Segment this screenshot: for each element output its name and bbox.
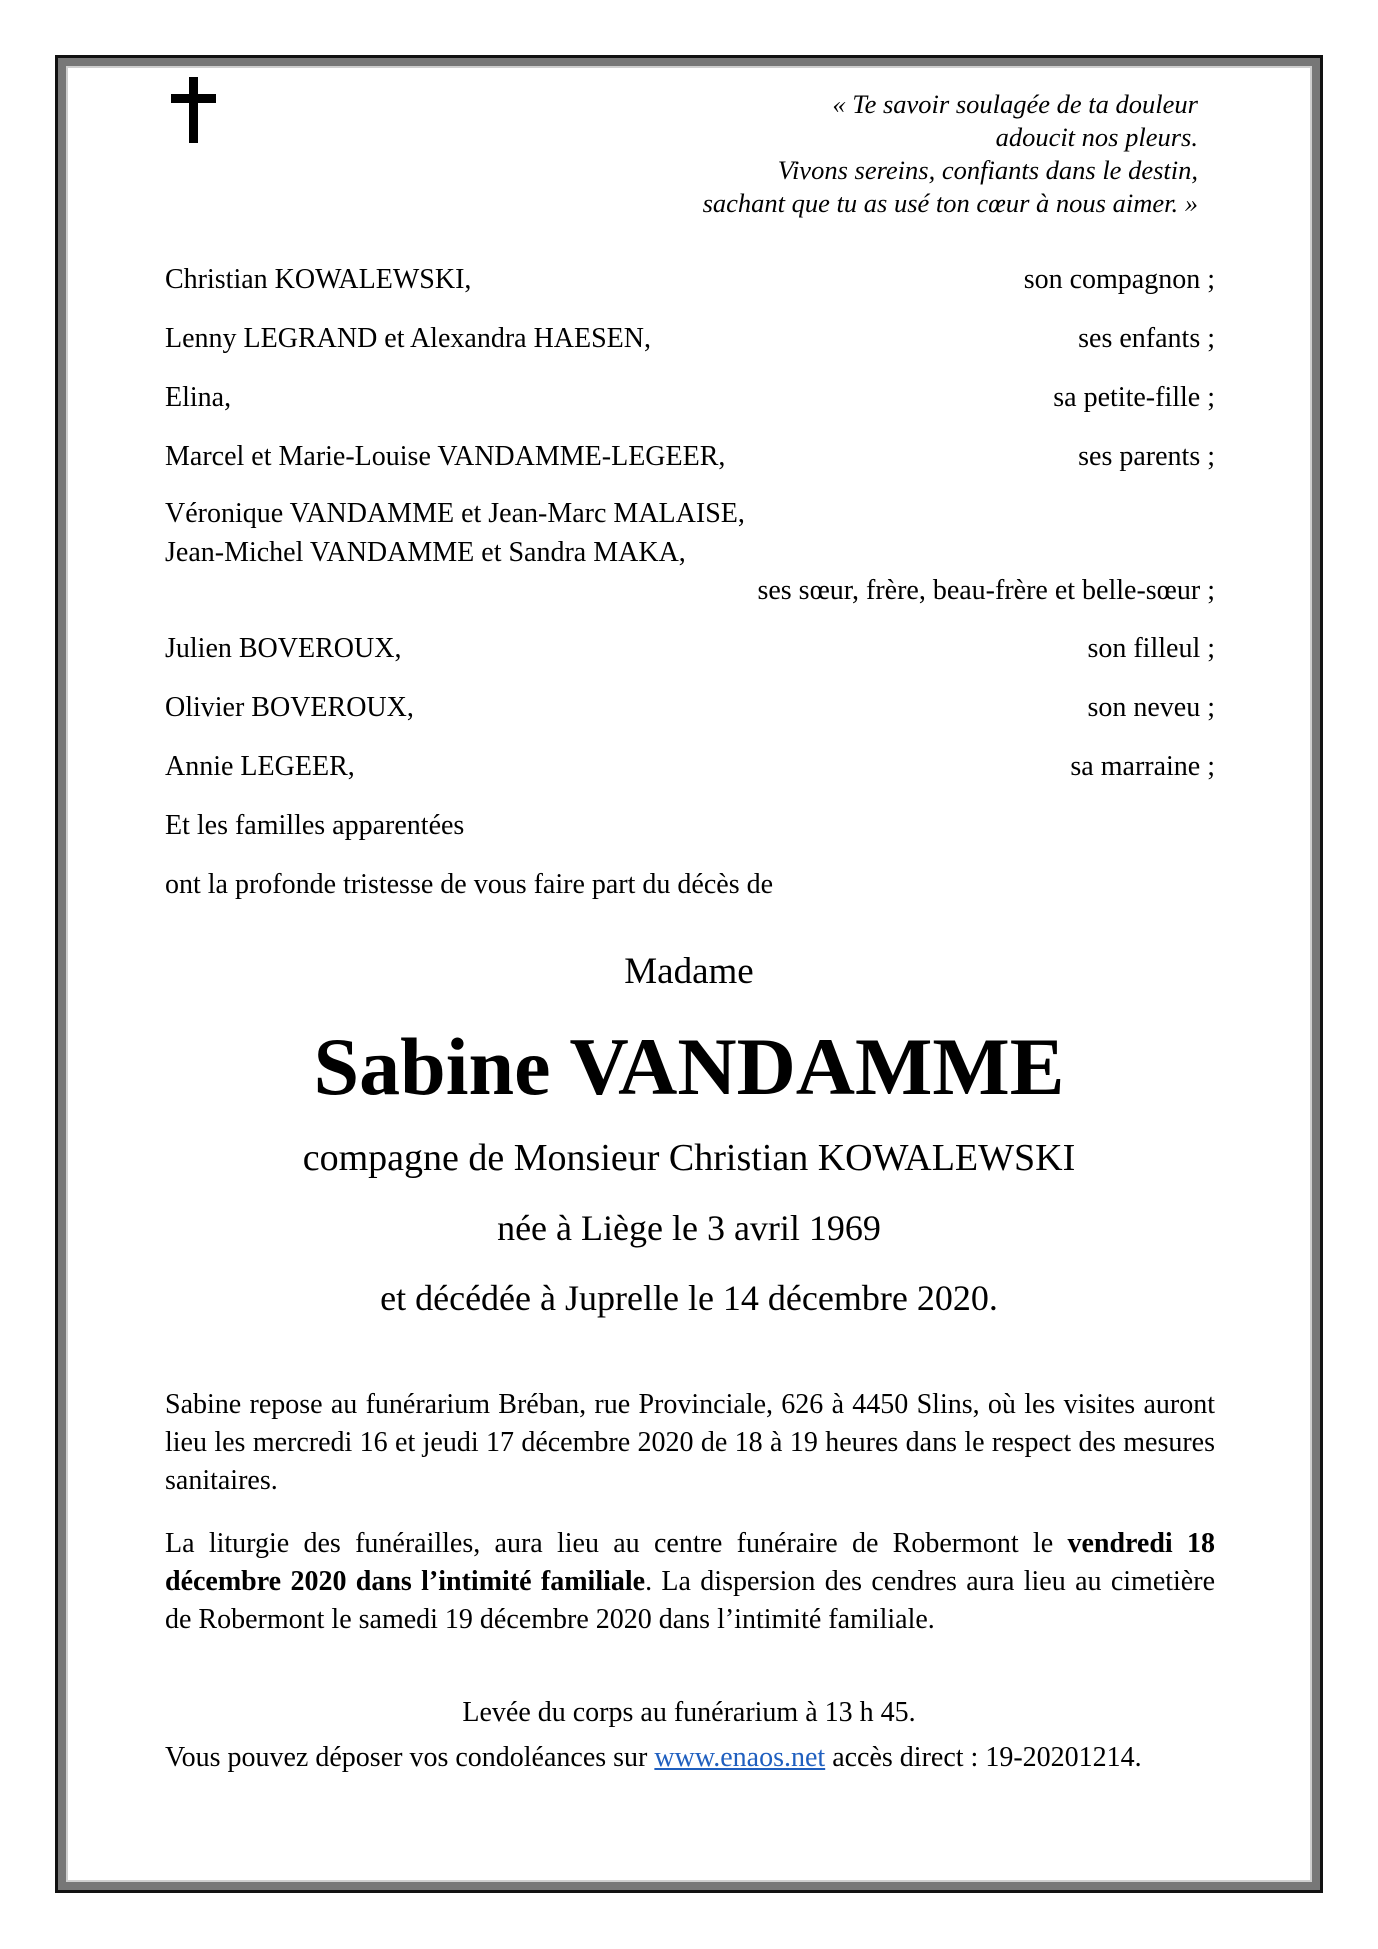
visits-paragraph: Sabine repose au funérarium Bréban, rue Provinciale, 626 à 4450 Slins, où les visites auront lieu les mercredi 16 et jeudi 17 décembre 2020 de 18 à 19 heures dans le respect des mesures sanitaires. [165,1389,1215,1496]
quote-line: adoucit nos pleurs. [995,122,1198,152]
condolences-paragraph [165,1739,1215,1777]
family-relation: ses parents ; [1078,441,1215,472]
family-name: Elina, [165,382,232,413]
levee-line: Levée du corps au funérarium à 13 h 45. [462,1697,916,1728]
family-name: Marcel et Marie-Louise VANDAMME-LEGEER, [165,441,726,472]
condolences-text: Vous pouvez déposer vos condoléances sur [165,1742,655,1773]
quote-line: « Te savoir soulagée de ta douleur [832,89,1198,119]
birth-line: née à Liège le 3 avril 1969 [497,1208,881,1248]
cross-icon [171,77,216,143]
deceased-title: Madame [624,951,754,992]
liturgy-text: . La dispersion des cendres aura lieu au cimetière de Robermont le samedi 19 décembre 2020 dans l’intimité familiale. [165,1566,1215,1635]
quote-line: sachant que tu as usé ton cœur à nous aimer. » [702,188,1198,218]
deceased-name: Sabine VANDAMME [313,1021,1065,1112]
death-line: et décédée à Juprelle le 14 décembre 2020. [380,1278,998,1318]
family-relation: son filleul ; [1087,633,1215,664]
family-name: Christian KOWALEWSKI, [165,264,472,295]
family-name: Julien BOVEROUX, [165,633,402,664]
liturgy-paragraph [165,1525,1215,1639]
siblings-line-2: Jean-Michel VANDAMME et Sandra MAKA, [165,537,686,568]
liturgy-date-bold: vendredi 18 décembre 2020 dans l’intimité familiale [165,1528,1215,1597]
family-relation: son compagnon ; [1023,264,1215,295]
announcement-line: ont la profonde tristesse de vous faire part du décès de [165,869,774,900]
family-name: Olivier BOVEROUX, [165,692,414,723]
family-relation: son neveu ; [1087,692,1215,723]
deceased-companion: compagne de Monsieur Christian KOWALEWSKI [302,1137,1076,1179]
family-relation: ses enfants ; [1078,323,1215,354]
liturgy-text: La liturgie des funérailles, aura lieu au centre funéraire de Robermont le [165,1528,1068,1559]
siblings-line-1: Véronique VANDAMME et Jean-Marc MALAISE, [165,498,745,529]
family-relation: ses sœur, frère, beau-frère et belle-sœur ; [757,575,1215,606]
family-name: Lenny LEGRAND et Alexandra HAESEN, [165,323,652,354]
condolences-text: accès direct : 19-20201214. [825,1742,1142,1773]
family-relation: sa petite-fille ; [1053,382,1215,413]
family-relation: sa marraine ; [1070,751,1215,782]
epigraph-quote [703,88,1198,220]
quote-line: Vivons sereins, confiants dans le destin, [777,155,1198,185]
family-name: Annie LEGEER, [165,751,355,782]
condolences-link[interactable]: www.enaos.net [654,1742,826,1773]
related-families: Et les familles apparentées [165,810,465,841]
